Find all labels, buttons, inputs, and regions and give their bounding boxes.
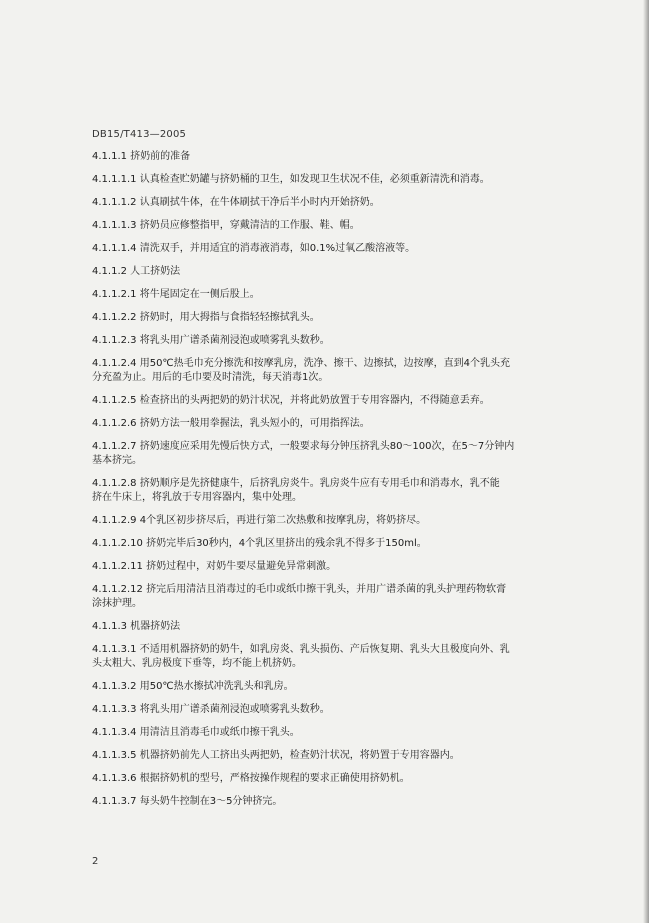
text-line: 4.1.1.2.12 挤完后用清洁且消毒过的毛巾或纸巾擦干乳头，并用广谱杀菌的乳头护理药物软膏 xyxy=(92,584,507,595)
clause-paragraph xyxy=(92,537,592,551)
standard-number-header: DB15/T413—2005 xyxy=(92,129,187,140)
text-line: 涂抹护理。 xyxy=(92,598,142,609)
text-line: 4.1.1.2.7 挤奶速度应采用先慢后快方式，一般要求每分钟压挤乳头80～100次，在5～7分钟内 xyxy=(92,441,515,452)
text-line: 4.1.1.3.2 用50℃热水擦拭冲洗乳头和乳房。 xyxy=(92,681,294,692)
clause-paragraph xyxy=(92,477,592,505)
text-line: 4.1.1.2.8 挤奶顺序是先挤健康牛，后挤乳房炎牛。乳房炎牛应有专用毛巾和消毒水，乳不能 xyxy=(92,478,500,489)
text-line: 挤在牛床上，将乳放于专用容器内，集中处理。 xyxy=(92,492,302,503)
clause-paragraph xyxy=(92,394,592,408)
clause-paragraph xyxy=(92,334,592,348)
clause-paragraph xyxy=(92,440,592,468)
text-line: 4.1.1.2.9 4个乳区初步挤尽后，再进行第二次热敷和按摩乳房，将奶挤尽。 xyxy=(92,515,427,526)
clause-paragraph xyxy=(92,357,592,385)
text-line: 4.1.1.2.2 挤奶时，用大拇指与食指轻轻擦拭乳头。 xyxy=(92,312,320,323)
text-line: 4.1.1.1 挤奶前的准备 xyxy=(92,151,191,162)
page-number: 2 xyxy=(92,856,99,867)
text-line: 4.1.1.3.6 根据挤奶机的型号，严格按操作规程的要求正确使用挤奶机。 xyxy=(92,773,410,784)
text-line: 4.1.1.2.3 将乳头用广谱杀菌剂浸泡或喷雾乳头数秒。 xyxy=(92,335,330,346)
text-line: 4.1.1.1.2 认真刷拭牛体，在牛体刷拭干净后半小时内开始挤奶。 xyxy=(92,197,380,208)
text-line: 4.1.1.2 人工挤奶法 xyxy=(92,266,181,277)
text-line: 4.1.1.2.1 将牛尾固定在一侧后股上。 xyxy=(92,289,260,300)
document-body xyxy=(92,150,592,818)
clause-paragraph xyxy=(92,173,592,187)
text-line: 4.1.1.2.5 检查挤出的头两把奶的奶汁状况，并将此奶放置于专用容器内，不得随意丢弃。 xyxy=(92,395,490,406)
text-line: 4.1.1.3.3 将乳头用广谱杀菌剂浸泡或喷雾乳头数秒。 xyxy=(92,704,330,715)
clause-paragraph xyxy=(92,311,592,325)
clause-paragraph xyxy=(92,795,592,809)
clause-paragraph xyxy=(92,196,592,210)
clause-paragraph xyxy=(92,265,592,279)
text-line: 分充盈为止。用后的毛巾要及时清洗，每天消毒1次。 xyxy=(92,372,329,383)
text-line: 4.1.1.2.10 挤奶完毕后30秒内，4个乳区里挤出的残余乳不得多于150ml。 xyxy=(92,538,427,549)
clause-paragraph xyxy=(92,726,592,740)
text-line: 4.1.1.3.5 机器挤奶前先人工挤出头两把奶，检查奶汁状况，将奶置于专用容器内。 xyxy=(92,750,460,761)
text-line: 基本挤完。 xyxy=(92,455,142,466)
clause-paragraph xyxy=(92,749,592,763)
clause-paragraph xyxy=(92,242,592,256)
text-line: 4.1.1.1.4 清洗双手，并用适宜的消毒液消毒，如0.1%过氧乙酸溶液等。 xyxy=(92,243,416,254)
clause-paragraph xyxy=(92,620,592,634)
clause-paragraph xyxy=(92,150,592,164)
text-line: 4.1.1.2.4 用50℃热毛巾充分擦洗和按摩乳房，洗净、擦干、边擦拭，边按摩，直到4个乳头充 xyxy=(92,358,511,369)
clause-paragraph xyxy=(92,680,592,694)
text-line: 头太粗大、乳房极度下垂等，均不能上机挤奶。 xyxy=(92,658,302,669)
page-edge-shadow xyxy=(643,0,649,923)
clause-paragraph xyxy=(92,643,592,671)
text-line: 4.1.1.3.7 每头奶牛控制在3～5分钟挤完。 xyxy=(92,796,283,807)
clause-paragraph xyxy=(92,583,592,611)
clause-paragraph xyxy=(92,560,592,574)
text-line: 4.1.1.3.4 用清洁且消毒毛巾或纸巾擦干乳头。 xyxy=(92,727,300,738)
text-line: 4.1.1.3 机器挤奶法 xyxy=(92,621,181,632)
text-line: 4.1.1.2.11 挤奶过程中，对奶牛要尽量避免异常刺激。 xyxy=(92,561,337,572)
text-line: 4.1.1.1.3 挤奶员应修整指甲，穿戴清洁的工作服、鞋、帽。 xyxy=(92,220,360,231)
clause-paragraph xyxy=(92,219,592,233)
clause-paragraph xyxy=(92,772,592,786)
clause-paragraph xyxy=(92,417,592,431)
text-line: 4.1.1.2.6 挤奶方法一般用拳握法，乳头短小的，可用指挥法。 xyxy=(92,418,370,429)
clause-paragraph xyxy=(92,288,592,302)
text-line: 4.1.1.1.1 认真检查贮奶罐与挤奶桶的卫生，如发现卫生状况不佳，必须重新清洗和消毒。 xyxy=(92,174,490,185)
clause-paragraph xyxy=(92,514,592,528)
text-line: 4.1.1.3.1 不适用机器挤奶的奶牛，如乳房炎、乳头损伤、产后恢复期、乳头大且极度向外、乳 xyxy=(92,644,510,655)
clause-paragraph xyxy=(92,703,592,717)
